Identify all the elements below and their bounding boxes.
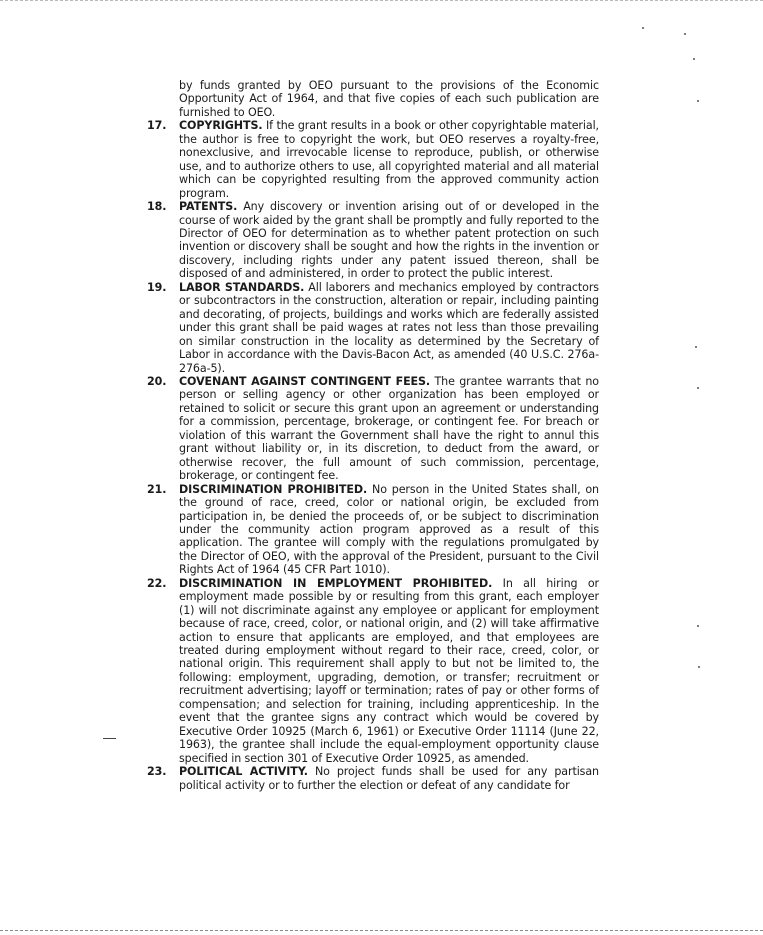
scan-speck <box>695 346 697 348</box>
document-body <box>147 79 599 792</box>
section-text: If the grant results in a book or other copyrightable material, the author is free to copyright the work, but OEO reserves a royalty-free, nonexclusive, and irrevocable license to reproduce, publish, or otherwise use, and to authorize others to use, all copyrighted material and all material which can be copyrighted resulting from the approved community action program. <box>179 119 599 200</box>
section-heading: PATENTS. <box>179 200 238 214</box>
section-number: 20. <box>147 374 167 388</box>
scan-speck <box>684 33 686 35</box>
section-text: Any discovery or invention arising out of or developed in the course of work aided by the grant shall be promptly and fully reported to the Director of OEO for determination as to whether patent protection on such invention or discovery shall be sought and how the rights in the invention or discovery, including rights under any patent issued thereon, shall be disposed of and administered, in order to protect the public interest. <box>179 200 599 281</box>
bottom-scan-edge <box>0 930 763 931</box>
section-patents <box>147 200 599 281</box>
scan-speck <box>697 625 699 627</box>
section-text: No person in the United States shall, on the ground of race, creed, color or national origin, be excluded from participation in, be denied the proceeds of, or be subject to discrimination under the community action program approved as a result of this application. The grantee will comply with the regulations promulgated by the Director of OEO, with the approval of the President, pursuant to the Civil Rights Act of 1964 (45 CFR Part 1010). <box>179 482 599 577</box>
scan-speck <box>697 387 699 389</box>
section-number: 22. <box>147 576 167 590</box>
section-number: 18. <box>147 200 167 214</box>
section-contingent-fees <box>147 375 599 483</box>
section-text: No project funds shall be used for any partisan political activity or to further the election or defeat of any candidate for <box>179 765 599 792</box>
section-heading: COVENANT AGAINST CONTINGENT FEES. <box>179 374 431 388</box>
scan-speck <box>642 27 644 29</box>
section-labor-standards <box>147 281 599 375</box>
section-political-activity <box>147 765 599 792</box>
section-number: 21. <box>147 482 167 496</box>
continuation-paragraph: by funds granted by OEO pursuant to the provisions of the Economic Opportunity Act of 1964, and that five copies of each such publication are furnished to OEO. <box>179 79 599 119</box>
section-text: The grantee warrants that no person or selling agency or other organization has been employed or retained to solicit or secure this grant upon an agreement or understanding for a commission, percentage, brokerage, or contingent fee. For breach or violation of this warrant the Government shall have the right to annul this grant without liability or, in its discretion, to deduct from the award, or otherwise recover, the full amount of such commission, percentage, brokerage, or contingent fee. <box>179 374 599 483</box>
section-heading: DISCRIMINATION IN EMPLOYMENT PROHIBITED. <box>179 576 493 590</box>
scan-speck <box>697 100 699 102</box>
top-scan-edge <box>0 0 763 1</box>
section-discrimination-prohibited <box>147 483 599 577</box>
section-number: 23. <box>147 765 167 779</box>
section-number: 17. <box>147 119 167 133</box>
section-number: 19. <box>147 280 167 294</box>
section-text: In all hiring or employment made possible by or resulting from this grant, each employer (1) will not discriminate against any employee or applicant for employment because of race, creed, color, or national origin, and (2) will take affirmative action to ensure that applicants are employed, and that employees are treated during employment without regard to their race, creed, color, or national origin. This requirement shall apply to but not be limited to, the following: employment, upgrading, demotion, or transfer; recruitment or recruitment advertising; layoff or termination; rates of pay or other forms of compensation; and selection for training, including apprenticeship. In the event that the grantee signs any contract which would be covered by Executive Order 10925 (March 6, 1961) or Executive Order 11114 (June 22, 1963), the grantee shall include the equal-employment opportunity clause specified in section 301 of Executive Order 10925, as amended. <box>179 576 599 765</box>
section-text: All laborers and mechanics employed by contractors or subcontractors in the construction, alteration or repair, including painting and decorating, of projects, buildings and works which are federally assisted under this grant shall be paid wages at rates not less than those prevailing on similar construction in the locality as determined by the Secretary of Labor in accordance with the Davis-Bacon Act, as amended (40 U.S.C. 276a-276a-5). <box>179 280 599 375</box>
section-heading: COPYRIGHTS. <box>179 119 263 133</box>
scan-speck <box>698 666 700 668</box>
section-copyrights <box>147 119 599 200</box>
section-heading: POLITICAL ACTIVITY. <box>179 765 308 779</box>
section-employment-discrimination <box>147 577 599 765</box>
scan-speck <box>693 58 695 60</box>
section-heading: LABOR STANDARDS. <box>179 280 305 294</box>
scan-margin-mark <box>103 738 116 739</box>
section-heading: DISCRIMINATION PROHIBITED. <box>179 482 368 496</box>
